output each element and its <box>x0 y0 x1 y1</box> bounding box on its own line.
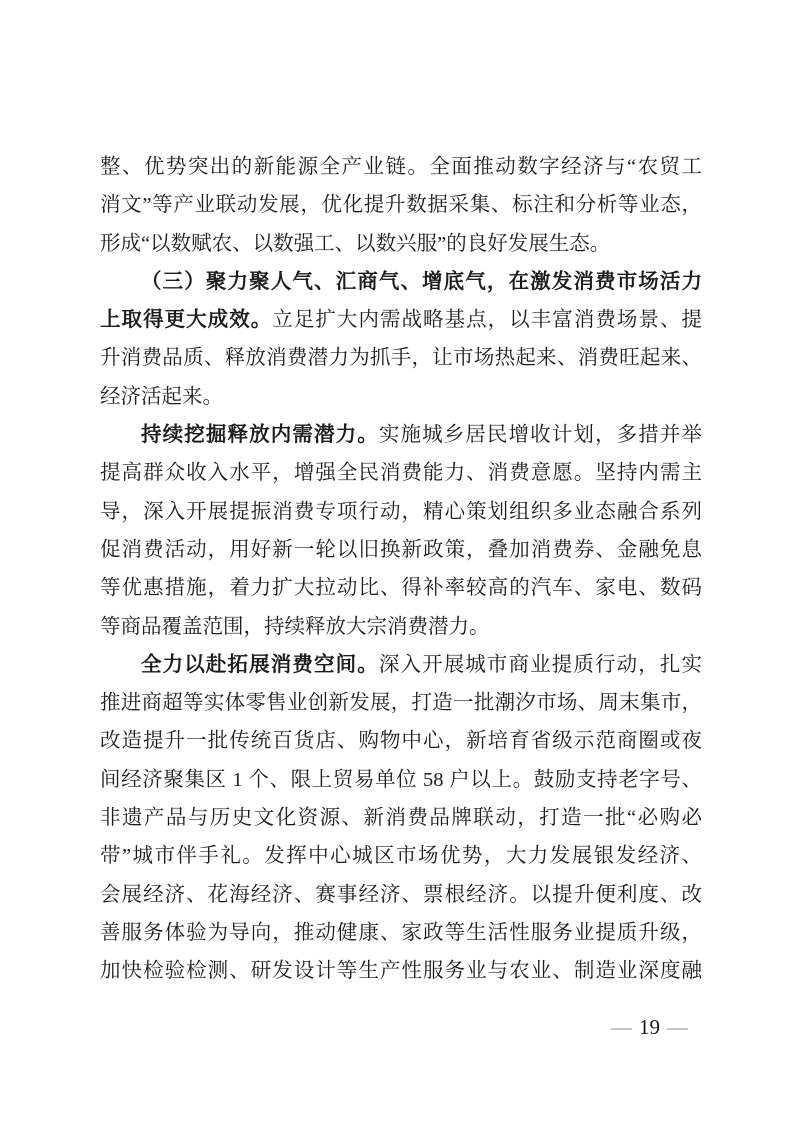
text-run: 促消费活动，用好新一轮以旧换新政策，叠加消费券、金融免息 <box>100 538 702 561</box>
text-run: 深入开展城市商业提质行动，扎实 <box>378 653 703 676</box>
text-run: 推进商超等实体零售业创新发展，打造一批潮汐市场、周末集市， <box>100 692 702 715</box>
text-line <box>100 148 702 186</box>
text-run: 等商品覆盖范围，持续释放大宗消费潜力。 <box>100 615 490 638</box>
text-line <box>100 646 702 684</box>
text-run: 立足扩大内需战略基点，以丰富消费场景、提 <box>272 309 702 332</box>
text-line <box>100 608 702 646</box>
text-run: 形成“以数赋农、以数强工、以数兴服”的良好发展生态。 <box>100 232 611 255</box>
text-line <box>100 225 702 263</box>
text-line <box>100 339 702 377</box>
text-line <box>100 301 702 339</box>
text-line <box>100 799 702 837</box>
text-line <box>100 914 702 952</box>
text-line <box>100 186 702 224</box>
paragraph <box>100 263 702 416</box>
text-run: 带”城市伴手礼。发挥中心城区市场优势，大力发展银发经济、 <box>100 845 702 868</box>
heading-text-run: 持续挖掘释放内需潜力。 <box>141 424 379 447</box>
text-run: 非遗产品与历史文化资源、新消费品牌联动，打造一批“必购必 <box>100 807 702 830</box>
text-line <box>100 761 702 799</box>
text-line <box>100 952 702 990</box>
paragraph <box>100 646 702 991</box>
text-line <box>100 454 702 492</box>
text-run: 间经济聚集区 1 个、限上贸易单位 58 户以上。鼓励支持老字号、 <box>100 768 702 791</box>
text-run: 实施城乡居民增收计划，多措并举 <box>378 424 703 447</box>
text-run: 等优惠措施，着力扩大拉动比、得补率较高的汽车、家电、数码 <box>100 577 702 600</box>
text-run: 善服务体验为导向，推动健康、家政等生活性服务业提质升级， <box>100 921 702 944</box>
text-line <box>100 493 702 531</box>
heading-text-run: 全力以赴拓展消费空间。 <box>141 653 379 676</box>
text-run: 消文”等产业联动发展，优化提升数据采集、标注和分析等业态， <box>100 194 702 217</box>
heading-text-run: （三）聚力聚人气、汇商气、增底气，在激发消费市场活力 <box>141 270 702 293</box>
document-body <box>100 148 702 991</box>
page-number-left-dash: — <box>611 1015 632 1039</box>
text-line <box>100 876 702 914</box>
text-line <box>100 263 702 301</box>
text-run: 会展经济、花海经济、赛事经济、票根经济。以提升便利度、改 <box>100 883 702 906</box>
text-run: 经济活起来。 <box>100 385 223 408</box>
text-run: 导，深入开展提振消费专项行动，精心策划组织多业态融合系列 <box>100 500 702 523</box>
paragraph <box>100 416 702 646</box>
page-number: 19 <box>639 1015 660 1039</box>
text-line <box>100 378 702 416</box>
text-line <box>100 684 702 722</box>
page-footer <box>604 1014 695 1040</box>
text-line <box>100 531 702 569</box>
heading-text-run: 上取得更大成效。 <box>100 309 273 332</box>
paragraph <box>100 148 702 263</box>
text-line <box>100 837 702 875</box>
text-line <box>100 569 702 607</box>
page-number-right-dash: — <box>667 1015 688 1039</box>
text-run: 整、优势突出的新能源全产业链。全面推动数字经济与“农贸工 <box>100 156 702 178</box>
text-run: 提高群众收入水平，增强全民消费能力、消费意愿。坚持内需主 <box>100 462 702 485</box>
text-run: 升消费品质、释放消费潜力为抓手，让市场热起来、消费旺起来、 <box>100 347 702 370</box>
text-run: 加快检验检测、研发设计等生产性服务业与农业、制造业深度融 <box>100 960 702 983</box>
text-line <box>100 416 702 454</box>
text-line <box>100 722 702 760</box>
text-run: 改造提升一批传统百货店、购物中心，新培育省级示范商圈或夜 <box>100 730 702 753</box>
